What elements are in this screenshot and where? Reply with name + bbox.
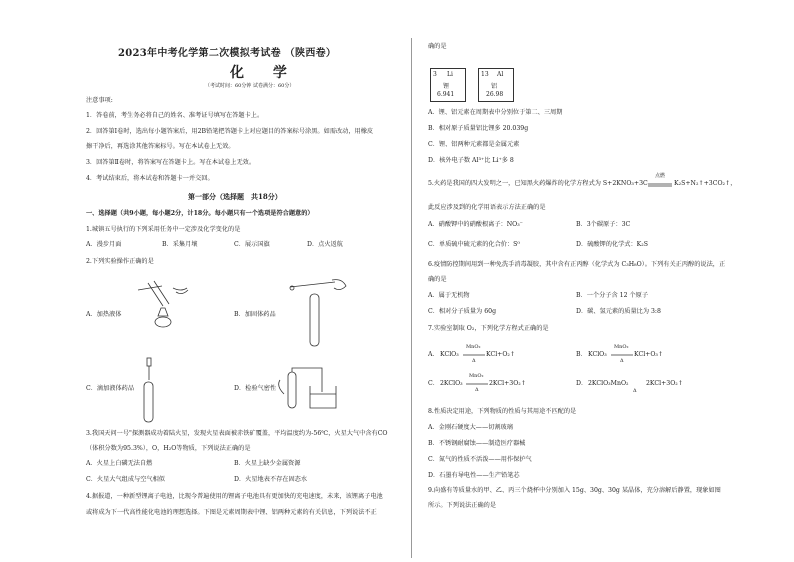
element-name: 锂 — [443, 83, 450, 90]
reaction-arrow — [611, 354, 633, 356]
element-mass: 6.941 — [437, 91, 455, 98]
q2-option-c: C．滴加液体药品 — [86, 385, 135, 392]
note-item: 4．考试结束后，将本试卷和答题卡一并交回。 — [86, 175, 214, 182]
q3-option-d: D．火星地表不存在固态水 — [234, 476, 308, 483]
airtightness-diagram — [280, 368, 350, 418]
dropper-diagram — [135, 358, 165, 428]
q6-option-c: C．相对分子质量为 60g — [428, 308, 497, 315]
q7-option-c-label: C． — [428, 380, 439, 387]
column-divider — [411, 38, 412, 558]
q7-option-b-right: KCl+O₃↑ — [634, 351, 664, 358]
note-item: 3．回答第Ⅱ卷时，将答案写在答题卡上。写在本试卷上无效。 — [86, 159, 256, 166]
subject-title: 化 学 — [230, 65, 299, 81]
q5-option-b: B．3个碳原子：3C — [576, 221, 631, 228]
q1-option-a: A．漫步月面 — [86, 241, 122, 248]
reaction-arrow — [466, 383, 488, 385]
beaker — [310, 386, 336, 408]
reaction-arrow — [648, 183, 672, 187]
q2-option-a: A．加热液体 — [86, 311, 122, 318]
q4-tail: 确的是 — [428, 43, 447, 50]
note-item: 擦干净后，再选涂其他答案标号。写在本试卷上无效。 — [86, 143, 235, 150]
q5-option-a: A．硝酸钾中的硝酸根离子：NO₃⁻ — [428, 221, 523, 228]
q6-option-b: B．一个分子含 12 个原子 — [576, 292, 649, 299]
q7-option-b-left: KClO₃ — [588, 351, 607, 358]
exam-info: （考试时间：60分钟 试卷满分：60分） — [205, 83, 295, 89]
q5-stem: 5.火药是我国的四大发明之一，已知黑火药爆炸的化学方程式为 S+2KNO₃+3C — [428, 180, 648, 187]
q1-option-b: B．采集月壤 — [162, 241, 198, 248]
page-title: 2023年中考化学第二次模拟考试卷 （陕西卷） — [118, 48, 337, 59]
q2-option-d: D．检验气密性 — [234, 385, 277, 392]
q6-option-d: D．碳、氢元素的质量比为 3:8 — [576, 308, 661, 315]
q1-option-d: D．点火返航 — [307, 241, 343, 248]
q7-heat: Δ — [475, 387, 479, 393]
q7-option-d-right: 2KCl+3O₂↑ — [646, 380, 683, 387]
q7-heat: Δ — [633, 388, 637, 394]
q3-stem-line2: （体积分数为95.3%），O，H₂O等物质，下列说法正确的是 — [86, 445, 251, 452]
q4-option-b: B．相对原子质量铝比锂多 20.039g — [428, 125, 529, 132]
q3-stem-line1: 3.我国天问一号"探测器成功着陆火星，发现火星表面被赤铁矿覆盖，平均温度约为-56℃，火星大气中含有CO — [86, 430, 388, 437]
element-symbol: Al — [497, 71, 504, 78]
q7-option-a-right: KCl+O₂↑ — [486, 351, 516, 358]
q3-option-c: C．火星大气组成与空气相似 — [86, 476, 165, 483]
test-tube — [288, 372, 296, 408]
q9-stem-line1: 9.向盛有等质量水的甲、乙、丙三个烧杯中分别加入 15g、30g、30g 某晶体，充分溶解后静置，现象如图 — [428, 487, 721, 494]
q1-stem: 1.城镇五号执行的下列采用任务中一定涉及化学变化的是 — [86, 226, 241, 233]
element-name: 铝 — [491, 83, 498, 90]
q3-option-a: A．火星上白磷无法自燃 — [86, 460, 153, 467]
dropper-bulb — [147, 358, 151, 366]
q7-catalyst: MnO₂ — [466, 344, 481, 350]
element-number: 3 — [433, 71, 437, 78]
hand-icon — [332, 280, 346, 290]
q4-option-c: C．锂、铝两种元素都是金属元素 — [428, 141, 520, 148]
element-number: 13 — [481, 71, 489, 78]
q7-heat: Δ — [472, 358, 476, 364]
q7-option-a-left: KClO₃ — [440, 351, 459, 358]
q3-option-b: B．火星上缺少金属资源 — [234, 460, 301, 467]
q7-option-a-label: A． — [428, 351, 439, 358]
q5-option-d: D．硫酸钾的化学式：K₂S — [576, 241, 648, 248]
q4-stem-line2: 或将成为下一代高性能化电池的理想选择。下图是元素周期表中锂、铝两种元素的有关信息，下列说法不正 — [86, 509, 377, 516]
q4-stem-line1: 4.据报道，一种新型锂离子电池，比现今普遍使用的锂离子电池具有更加快的充电速度，未来，该锂离子电池 — [86, 493, 383, 500]
q7-option-c-left: 2KClO₃ — [440, 380, 463, 387]
alcohol-lamp — [158, 308, 168, 316]
q4-option-a: A．锂、铝元素在周期表中分别位于第二、三周期 — [428, 109, 563, 116]
q8-option-b: B．不锈钢耐腐蚀——制造医疗器械 — [428, 440, 526, 447]
q5-line2: 此反应涉及到的化学用语表示方法正确的是 — [428, 204, 546, 211]
note-item: 1．答卷前，考生务必将自己的姓名、准考证号填写在答题卡上。 — [86, 112, 264, 119]
q7-option-b-label: B． — [576, 351, 587, 358]
q7-catalyst: MnO₂ — [614, 344, 629, 350]
note-item: 2．回答第Ⅰ卷时，选出每小题答案后，用2B铅笔把答题卡上对应题目的答案标号涂黑。如需改动，用橡皮 — [86, 128, 374, 135]
q2-stem: 2.下列实验操作正确的是 — [86, 258, 154, 265]
q6-option-a: A．属于无机物 — [428, 292, 470, 299]
element-card-li — [430, 68, 466, 102]
part1-instruction: 一、选择题（共9小题，每小题2分，计18分。每小题只有一个选项是符合题意的） — [86, 210, 314, 217]
q8-option-a: A．金刚石硬度大——切割玻璃 — [428, 424, 513, 431]
q5-option-c: C．单质硫中硫元素的化合价：S⁰ — [428, 241, 520, 248]
element-mass: 26.98 — [486, 91, 504, 98]
q4-option-d: D．核外电子数 Al³⁺比 Li⁺多 8 — [428, 157, 514, 164]
solid-reagent-diagram — [270, 282, 350, 352]
q9-stem-line2: 所示。下列说法正确的是 — [428, 502, 497, 509]
q5-products: K₂S+N₂↑+3CO₂↑， — [674, 180, 737, 187]
reaction-arrow — [463, 354, 485, 356]
notes-heading: 注意事项: — [86, 97, 113, 104]
q8-stem: 8.性质决定用途，下列物质的性质与其用途不匹配的是 — [428, 408, 577, 415]
q6-stem-line1: 6.疫情防控期间用到一种免洗手消毒凝胶，其中含有正丙醇（化学式为 C₃H₈O）。下列有关正丙醇的说法，正 — [428, 261, 726, 268]
test-tube — [144, 382, 153, 422]
q7-option-d-label: D． — [576, 380, 588, 387]
q8-option-c: C．氮气的性质不活泼——用作保护气 — [428, 456, 532, 463]
vertical-test-tube — [310, 294, 319, 346]
q5-condition: 点燃 — [655, 173, 666, 179]
element-symbol: Li — [447, 71, 453, 78]
q7-stem: 7.实验室制取 O₂，下列化学方程式正确的是 — [428, 325, 549, 332]
q7-option-c-right: 2KCl+3O₂↑ — [489, 380, 526, 387]
q1-option-c: C．展示国旗 — [234, 241, 270, 248]
element-card-al — [478, 68, 514, 102]
q7-option-d-left: 2KClO₃MnO₂ — [588, 380, 629, 387]
q6-stem-line2: 确的是 — [428, 276, 447, 283]
spatula — [290, 282, 335, 287]
part1-heading: 第一部分（选择题 共18分） — [188, 192, 282, 201]
q7-heat: Δ — [620, 358, 624, 364]
hand-icon — [279, 380, 284, 394]
q8-option-d: D．石墨有导电性——生产铅笔芯 — [428, 472, 520, 479]
heating-liquid-diagram — [118, 278, 188, 338]
q2-option-b: B．加固体药品 — [234, 311, 276, 318]
q7-catalyst: MnO₂ — [469, 373, 484, 379]
